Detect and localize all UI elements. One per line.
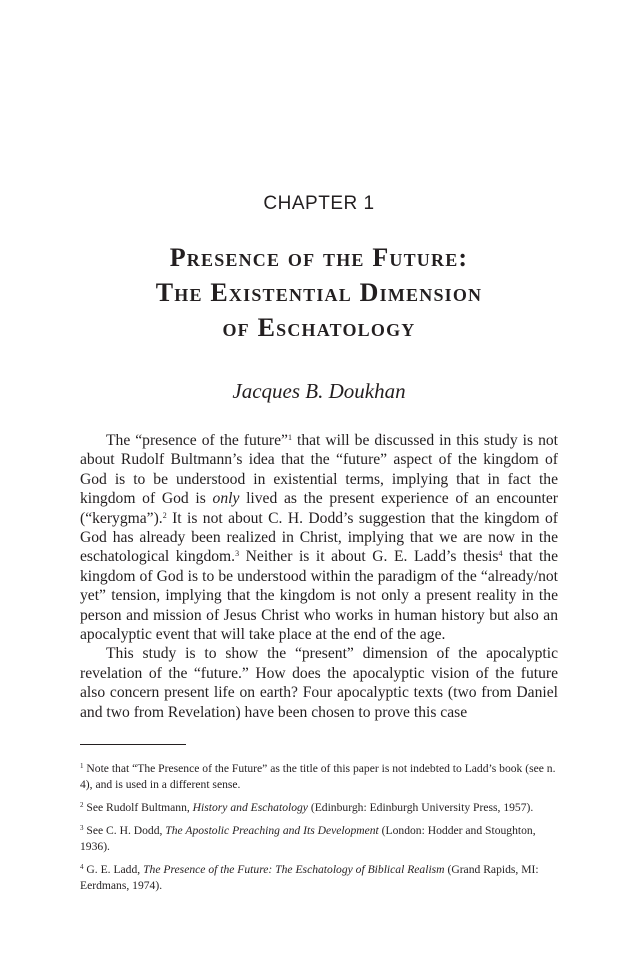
- footnote-ref: 4: [498, 549, 503, 559]
- footnote-number: 2: [80, 800, 84, 809]
- chapter-title-line: of Eschatology: [222, 313, 416, 342]
- footnote-ref: 2: [162, 510, 167, 520]
- footnote-book-title: The Apostolic Preaching and Its Development: [165, 823, 379, 837]
- footnote: [80, 761, 560, 793]
- footnote: [80, 800, 560, 816]
- footnote-number: 4: [80, 862, 84, 871]
- footnote-book-title: History and Eschatology: [192, 800, 308, 814]
- footnote-text: (Grand Rapids, MI: Eerdmans, 1974).: [80, 862, 539, 892]
- chapter-title-line: Presence of the Future:: [169, 243, 469, 272]
- chapter-label: CHAPTER 1: [263, 193, 375, 214]
- text-run: lived as the present experience of an encounter (“kerygma”).: [80, 490, 558, 527]
- footnote-number: 3: [80, 823, 84, 832]
- text-run: The “presence of the future”: [106, 432, 288, 449]
- footnote-text: See Rudolf Bultmann,: [83, 800, 193, 814]
- footnote-text: See C. H. Dodd,: [83, 823, 166, 837]
- body-paragraph: This study is to show the “present” dimension of the apocalyptic revelation of the “future.” How does the apocalyptic vision of the future also concern present life on earth? Four apocalyptic texts (two from Daniel and two from Revelation) have been chosen to prove this case: [80, 645, 558, 721]
- body-text: [80, 431, 558, 722]
- footnote-number: 1: [80, 762, 84, 770]
- text-run: that the kingdom of God is to be understood within the paradigm of the “already/not yet” tension, implying that the kingdom is not only a present reality in the person and mission of Jesus Christ who works in human history but also an apocalyptic event that will take place at the end of the age.: [80, 548, 559, 644]
- footnote-text: Note that “The Presence of the Future” as the title of this paper is not indebted to Ladd’s book (see n. 4), and is used in a different sense.: [80, 762, 556, 792]
- text-run: It is not about C. H. Dodd’s suggestion that the kingdom of God has already been realized in Christ, implying that we are now in the eschatological kingdom.: [80, 509, 558, 566]
- text-run: that will be discussed in this study is not about Rudolf Bultmann’s idea that the “future” aspect of the kingdom of God is to be understood in existential terms, implying that in fact the kingdom of God is: [80, 432, 559, 508]
- footnote-ref: 1: [287, 433, 292, 442]
- footnote-text: (London: Hodder and Stoughton, 1936).: [80, 823, 536, 853]
- chapter-title: [0, 240, 638, 345]
- footnote: [80, 862, 560, 894]
- footnote-divider: [80, 744, 186, 745]
- chapter-title-line: The Existential Dimension: [155, 278, 483, 307]
- text-run: Neither is it about G. E. Ladd’s thesis: [239, 548, 499, 566]
- footnote-text: G. E. Ladd,: [83, 862, 144, 876]
- footnote-ref: 3: [235, 549, 240, 559]
- emphasis-text: only: [212, 490, 240, 508]
- footnote: [80, 823, 560, 855]
- chapter-author: Jacques B. Doukhan: [232, 379, 406, 403]
- footnotes: [80, 761, 560, 900]
- body-paragraph: [80, 431, 558, 644]
- footnote-book-title: The Presence of the Future: The Eschatology of Biblical Realism: [143, 862, 445, 876]
- footnote-text: (Edinburgh: Edinburgh University Press, 1957).: [307, 800, 534, 814]
